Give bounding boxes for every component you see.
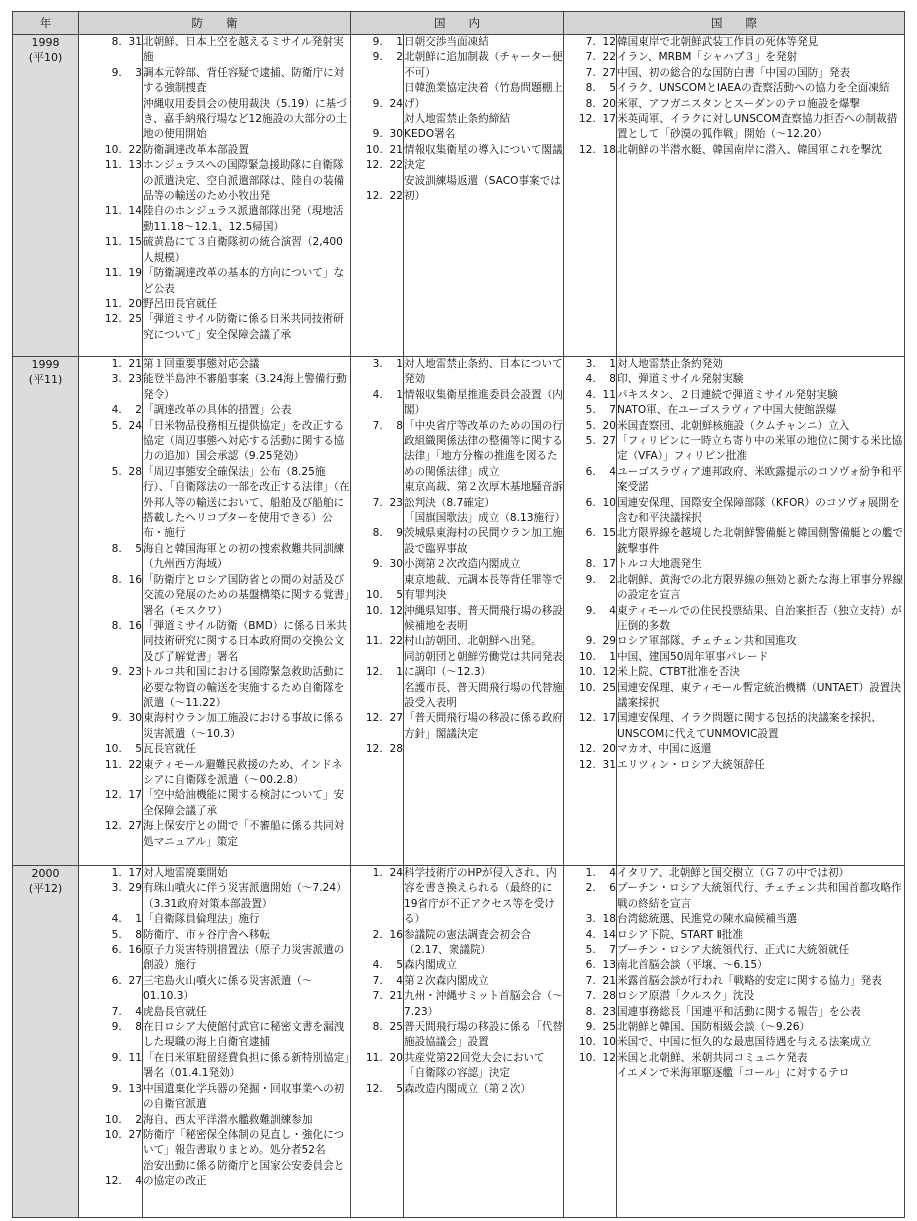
event-entry: 北方限界線を越境した北朝鮮警備艇と韓国側警備艇との艦で銃撃事件 [617,527,904,555]
event-entry: 東京地裁、元調本長等背任罪等で有罪判決 [404,573,563,602]
event-entry: トルコ大地震発生 [617,558,702,571]
defense-dates: 1. 17 3. 29 4. 1 5. 8 6. 16 6. 27 7. 4 9. 8 9. 11 9. 13 10. 2 10. 27 12. 4 [79,866,143,1218]
event-entry: 対人地雷禁止条約、日本について発効 [404,358,563,386]
event-entry: 「弾道ミサイル防衛に係る日米共同技術研究について」安全保障会議了承 [143,313,344,341]
event-entry: 南北首脳会談（平壌、〜6.15） [617,959,768,972]
era-label: (平12) [28,882,63,895]
event-entry: 森内閣成立 [404,959,457,972]
event-entry: 沖縄収用委員会の使用裁決（5.19）に基づき、嘉手納飛行場など12施設の大部分の土地の使用開始 [143,97,347,141]
event-entry: 海自と韓国海軍との初の捜索救難共同訓練（九州西方海域） [143,542,345,571]
event-entry: 米上院、CTBT批准を否決 [617,666,740,679]
event-entry: 情報収集衛星の導入について閣議決定 [404,143,563,172]
event-entry: 台湾総統選、民進党の陳水扁候補当選 [617,913,798,926]
event-entry: 野呂田長官就任 [143,297,218,310]
year-label: 1999 [31,358,60,371]
event-entry: イエメンで米海軍駆逐艦「コール」に対するテロ [617,1067,850,1080]
domestic-dates: 1. 24 2. 16 4. 5 7. 4 7. 21 8. 25 11. 20 12. 5 [351,866,404,1218]
event-entry: 名護市長、普天間飛行場の代替施設受入表明 [404,681,563,709]
event-entry: 「周辺事態安全確保法」公布（8.25施行）、「自衛隊法の一部を改正する法律」（在外邦人等の輸送において、船舶及び船舶に搭載したヘリコプターを使用できる）公布・施行 [143,465,350,540]
event-entry: 小渕第２次改造内閣成立 [404,558,521,571]
event-entry: イタリア、北朝鮮と国交樹立（Ｇ７の中では初） [617,867,850,879]
event-entry: ユーゴスラヴィア連邦政府、米欧露提示のコソヴォ紛争和平案受諾 [617,465,902,494]
era-label: (平11) [28,373,63,386]
event-entry: 第２次森内閣成立 [404,974,489,987]
year-cell [13,357,79,866]
event-entry: 防衛調達改革本部設置 [143,143,249,156]
event-entry: プーチン・ロシア大統領代行、チェチェン共和国首都攻略作戦の終結を宣言 [617,882,902,910]
year-row-1998 [13,35,905,357]
event-entry: 治安出動に係る防衛庁と国家公安委員会との協定の改正 [143,1159,345,1188]
international-dates: 3. 1 4. 8 4. 11 5. 7 5. 20 5. 27 6. 4 6. 10 6. 15 8. 17 9. 2 9. 4 9. 29 10. 1 10. 12 10. 25 12. 17 12. 20 12. 31 [564,357,617,866]
event-entry: 虎島長官就任 [143,1005,207,1018]
event-entry: 調本元幹部、背任容疑で逮捕、防衛庁に対する強制捜査 [143,66,345,95]
event-entry: 国連安保理、イラク問題に関する包括的決議案を採択、UNSCOMに代えてUNMOVIC設置 [617,712,882,740]
event-entry: 「防衛庁とロシア国防省との間の対話及び交流の発展のための基盤構築に関する覚書」署名（モスクワ） [143,573,350,617]
event-entry: 北朝鮮の半潜水艇、韓国南岸に潜入、韓国軍これを撃沈 [617,143,882,156]
event-entry: 国連安保理、東ティモール暫定統治機構（UNTAET）設置決議案採択 [617,681,901,709]
defense-dates: 1. 21 3. 23 4. 2 5. 24 5. 28 8. 5 8. 16 8. 16 9. 23 9. 30 10. 5 11. 22 12. 17 12. 27 [79,357,143,866]
event-entry: 第１回重要事態対応会議 [143,358,260,370]
event-entry: 中国遺棄化学兵器の発掘・回収事業への初の自衛官派遣 [143,1082,345,1111]
event-entry: 北朝鮮、黄海での北方限界線の無効と新たな海上軍事分界線の設定を宣言 [617,573,904,602]
event-entry: 東ティモール避難民救援のため、インドネシアに自衛隊を派遣（〜00.2.8） [143,758,343,786]
event-entry: パキスタン、２日連続で弾道ミサイル発射実験 [617,388,838,401]
event-entry: エリツィン・ロシア大統領辞任 [617,758,765,771]
domestic-events [404,35,564,357]
event-entry: 北朝鮮と韓国、国防相級会談（〜9.26） [617,1021,811,1034]
header-defense: 防 衛 [79,12,351,35]
year-row-2000 [13,866,905,1218]
era-label: (平10) [28,51,63,64]
international-events [617,35,905,357]
event-entry: 「空中給油機能に関する検討について」安全保障会議了承 [143,789,345,817]
defense-events [143,357,351,866]
domestic-dates: 9. 1 9. 2 9. 24 9. 30 10. 21 12. 22 12. 22 [351,35,404,357]
event-entry: 有珠山噴火に伴う災害派遣開始（〜7.24）（3.31政府対策本部設置） [143,882,347,910]
event-entry: 沖縄県知事、普天間飛行場の移設候補地を表明 [404,604,563,632]
event-entry: 米英両軍、イラクに対しUNSCOM査察協力拒否への制裁措置として「砂漠の狐作戦」開始（〜12.20） [617,113,898,141]
domestic-dates: 3. 1 4. 1 7. 8 7. 23 8. 9 9. 30 10. 5 10. 12 11. 22 12. 1 12. 27 12. 28 [351,357,404,866]
event-entry: 「普天間飛行場の移設に係る政府方針」閣議決定 [404,712,563,740]
event-entry: 参議院の憲法調査会初会合（2.17、衆議院） [404,928,532,957]
event-entry: イラク、UNSCOMとIAEAの査察活動への協力を全面凍結 [617,82,890,95]
event-entry: 対人地雷禁止条約締結 [404,113,510,126]
event-entry: イラン、MRBM「シャハブ３」を発射 [617,51,798,64]
event-entry: ロシア原潜「クルスク」沈没 [617,990,755,1003]
event-entry: 「防衛調達改革の基本的方向について」など公表 [143,267,345,295]
event-entry: 九州・沖縄サミット首脳会合（〜7.23） [404,990,563,1018]
event-entry: 在日ロシア大使館付武官に秘密文書を漏洩した現職の海上自衛官逮捕 [143,1021,345,1049]
event-entry: トルコ共和国における国際緊急救助活動に必要な物資の輸送を実施するため自衛隊を派遣（〜11.22） [143,666,345,709]
event-entry: 日朝交渉当面凍結 [404,36,489,48]
event-entry: KEDO署名 [404,128,456,141]
header-domestic: 国 内 [351,12,564,35]
defense-dates: 8. 31 9. 3 10. 22 11. 13 11. 14 11. 15 11. 19 11. 20 12. 25 [79,35,143,357]
event-entry: ロシア下院、START Ⅱ批准 [617,928,744,941]
event-entry: 同訪朝団と朝鮮労働党は共同発表に調印（〜12.3） [404,650,563,679]
year-cell [13,35,79,357]
event-entry: 「フィリピンに一時立ち寄り中の米軍の地位に関する米比協定（VFA）」フィリピン批准 [617,435,903,463]
header-international: 国 際 [564,12,905,35]
event-entry: 東海村ウラン加工施設における事故に係る災害派遣（〜10.3） [143,712,345,740]
event-entry: ホンジュラスへの国際緊急援助隊に自衛隊の派遣決定、空自派遣部隊は、陸自の装備品等の輸送のため小牧出発 [143,159,345,203]
defense-events [143,35,351,357]
year-label: 1998 [31,36,60,49]
event-entry: 「国旗国歌法」成立（8.13施行） [404,512,566,525]
domestic-events [404,357,564,866]
event-entry: 国連安保理、国際安全保障部隊（KFOR）のコソヴォ展開を含む和平決議採択 [617,496,900,525]
event-entry: 硫黄島にて３自衛隊初の統合演習（2,400人規模） [143,236,343,264]
header-year: 年 [13,12,79,35]
event-entry: 米国査察団、北朝鮮核施設（クムチャンニ）立入 [617,419,850,432]
event-entry: 海上保安庁との間で「不審船に係る共同対処マニュアル」策定 [143,820,345,848]
event-entry: 能登半島沖不審船事案（3.24海上警備行動発令） [143,373,347,401]
international-dates: 1. 4 2. 6 3. 18 4. 14 5. 7 6. 13 7. 21 7. 28 8. 23 9. 25 10. 10 10. 12 [564,866,617,1218]
event-entry: 茨城県東海村の民間ウラン加工施設で臨界事故 [404,527,563,555]
event-entry: 陸自のホンジュラス派遣部隊出発（現地活動11.18〜12.1、12.5帰国） [143,205,344,233]
event-entry: 米軍、アフガニスタンとスーダンのテロ施設を爆撃 [617,97,861,110]
event-entry: 国連事務総長「国連平和活動に関する報告」を公表 [617,1005,861,1018]
event-entry: 防衛庁、市ヶ谷庁舎へ移転 [143,928,271,941]
event-entry: 普天間飛行場の移設に係る「代替施設協議会」設置 [404,1021,563,1049]
event-entry: 科学技術庁のHPが侵入され、内容を書き換えられる（最終的に19省庁が不正アクセス等を受ける） [404,867,557,926]
event-entry: 東京高裁、第２次厚木基地騒音訴訟判決（8.7確定） [404,481,563,509]
event-entry: 韓国東岸で北朝鮮武装工作員の死体等発見 [617,36,819,48]
event-entry: 印、弾道ミサイル発射実験 [617,373,744,386]
event-entry: 海自、西太平洋潜水艦救難訓練参加 [143,1113,313,1126]
event-entry: 「在日米軍駐留経費負担に係る新特別協定」署名（01.4.1発効） [143,1051,350,1080]
event-entry: 中国、建国50周年軍事パレード [617,650,769,663]
event-entry: 対人地雷禁止条約発効 [617,358,723,370]
event-entry: 「自衛隊員倫理法」施行 [143,913,260,926]
event-entry: 原子力災害特別措置法（原子力災害派遣の創設）施行 [143,944,345,972]
event-entry: 対人地雷廃棄開始 [143,867,228,879]
event-entry: 「中央省庁等改革のための国の行政組織関係法律の整備等に関する法律」「地方分権の推進を図るための関係法律」成立 [404,419,563,478]
year-cell [13,866,79,1218]
event-entry: NATO軍、在ユーゴスラヴィア中国大使館誤爆 [617,404,837,417]
event-entry: 「日米物品役務相互提供協定」を改正する協定（周辺事態へ対応する活動に関する協力の追加）国会承認（9.25発効） [143,419,345,463]
event-entry: 共産党第22回党大会において「自衛隊の容認」決定 [404,1051,545,1080]
domestic-events [404,866,564,1218]
event-entry: マカオ、中国に返還 [617,743,712,756]
event-entry: 森改造内閣成立（第２次） [404,1082,532,1095]
event-entry: 米国で、中国に恒久的な最恵国待遇を与える法案成立 [617,1036,872,1049]
defense-events [143,866,351,1218]
event-entry: 北朝鮮に追加制裁（チャーター便不可） [404,51,563,79]
international-events [617,866,905,1218]
event-entry: 東ティモールでの住民投票結果、自治案拒否（独立支持）が圧倒的多数 [617,604,902,632]
event-entry: ロシア軍部隊、チェチェン共和国進攻 [617,635,797,648]
event-entry: 三宅島火山噴火に係る災害派遣（〜01.10.3） [143,974,313,1003]
event-entry: 日韓漁業協定決着（竹島問題棚上げ） [404,82,563,110]
year-row-1999 [13,357,905,866]
event-entry: 米露首脳会談が行われ「戦略的安定に関する協力」発表 [617,974,882,987]
chronology-table [12,11,905,1218]
event-entry: プーチン・ロシア大統領代行、正式に大統領就任 [617,944,850,957]
event-entry: 米国と北朝鮮、米朝共同コミュニケ発表 [617,1051,808,1064]
international-events [617,357,905,866]
event-entry: 北朝鮮、日本上空を越えるミサイル発射実施 [143,36,344,64]
international-dates: 7. 12 7. 22 7. 27 8. 5 8. 20 12. 17 12. 18 [564,35,617,357]
event-entry: 「弾道ミサイル防衛（BMD）に係る日米共同技術研究に関する日本政府間の交換公文及び了解覚書」署名 [143,619,347,663]
event-entry: 「調達改革の具体的措置」公表 [143,404,292,417]
event-entry: 防衛庁「秘密保全体制の見直し・強化について」報告書取りまとめ。処分者52名 [143,1128,345,1157]
event-entry: 瓦長官就任 [143,743,196,756]
event-entry: 村山訪朝団、北朝鮮へ出発。 [404,635,542,648]
year-label: 2000 [31,867,60,880]
event-entry: 安波訓練場返還（SACO事案では初） [404,174,561,203]
table-header-row [13,12,905,35]
event-entry: 情報収集衛星推進委員会設置（内閣） [404,388,563,417]
event-entry: 中国、初の総合的な国防白書「中国の国防」発表 [617,66,851,79]
